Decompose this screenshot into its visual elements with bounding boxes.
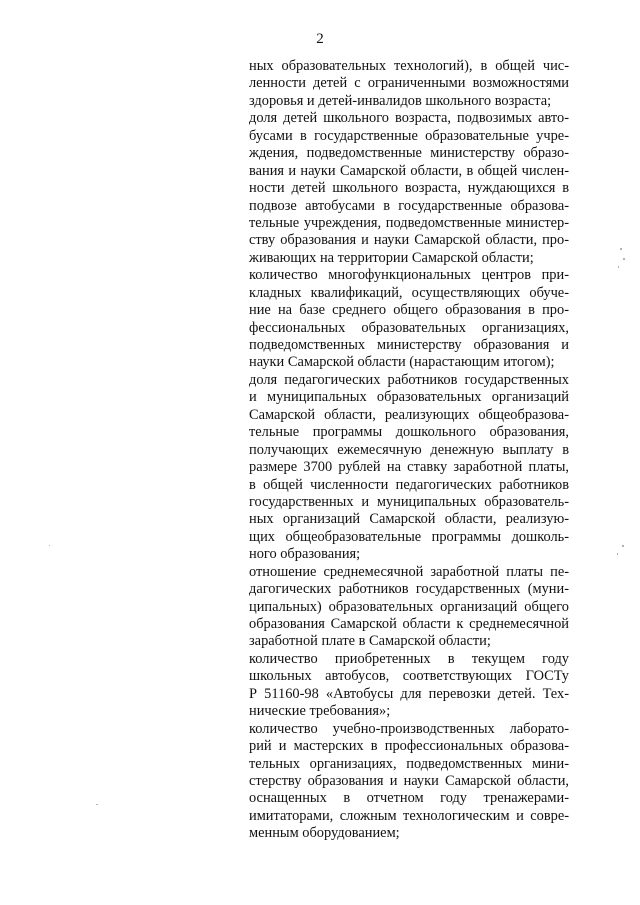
text-line: бусами в государственные образовательные учре- — [249, 127, 569, 144]
scan-speck — [96, 804, 98, 805]
text-line: фессиональных образовательных организациях, — [249, 319, 569, 336]
text-line: ности детей школьного возраста, нуждающихся в — [249, 180, 569, 197]
text-line: рий и мастерских в профессиональных образова- — [249, 738, 569, 755]
text-line: доля детей школьного возраста, подвозимых авто- — [249, 110, 569, 127]
scan-speck — [617, 553, 618, 555]
text-line: государственных и муниципальных образователь- — [249, 493, 569, 510]
text-line: менным оборудованием; — [249, 825, 400, 842]
text-line: ципальных) образовательных организаций общего — [249, 598, 569, 615]
text-line: в общей численности педагогических работников — [249, 476, 569, 493]
text-line: получающих ежемесячную денежную выплату в — [249, 441, 569, 458]
text-line: науки Самарской области (нарастающим итогом); — [249, 354, 555, 371]
text-line: щих общеобразовательные программы дошколь- — [249, 528, 569, 545]
text-line: живающих на территории Самарской области; — [249, 249, 534, 266]
page-number: 2 — [316, 31, 324, 47]
text-line: подведомственных министерству образования и — [249, 337, 569, 353]
text-line: имитаторами, сложным технологическим и совре- — [249, 807, 569, 824]
text-line: количество приобретенных в текущем году — [249, 650, 569, 667]
text-line: количество многофункциональных центров при- — [249, 267, 569, 284]
text-line: дагогических работников государственных (муни- — [249, 581, 569, 598]
text-line: тельные программы дошкольного образования, — [249, 424, 569, 441]
text-line: ству образования и науки Самарской области, про- — [249, 232, 569, 249]
text-line: нические требования»; — [249, 703, 391, 720]
text-line: заработной плате в Самарской области; — [249, 633, 491, 650]
text-line: отношение среднемесячной заработной платы пе- — [249, 563, 569, 580]
text-line: Р 51160-98 «Автобусы для перевозки детей. Тех- — [249, 685, 569, 702]
scan-speck — [622, 545, 624, 547]
scan-speck — [620, 248, 622, 250]
text-line: тельных организациях, подведомственных мини- — [249, 755, 569, 772]
text-line: оснащенных в отчетном году тренажерами- — [249, 790, 569, 807]
text-line: подвозе автобусами в государственные образова- — [249, 197, 569, 214]
text-line: школьных автобусов, соответствующих ГОСТу — [249, 668, 569, 685]
text-line: ных образовательных технологий), в общей чис- — [249, 58, 569, 74]
scan-speck — [623, 258, 625, 260]
text-line: ного образования; — [249, 546, 361, 563]
text-line: образования Самарской области к среднемесячной — [249, 616, 569, 632]
text-line: ных организаций Самарской области, реализую- — [249, 511, 569, 528]
scan-speck — [49, 545, 50, 546]
text-line: размере 3700 рублей на ставку заработной платы, — [249, 459, 569, 476]
text-line: тельные учреждения, подведомственные министер- — [249, 214, 569, 231]
text-line: Самарской области, реализующих общеобразова- — [249, 406, 569, 423]
text-line: вания и науки Самарской области, в общей числен- — [249, 162, 569, 179]
text-line: количество учебно-производственных лаборато- — [249, 720, 569, 737]
text-line: стерству образования и науки Самарской области, — [249, 772, 569, 789]
text-line: и муниципальных образовательных организаций — [249, 389, 569, 406]
text-line: кладных квалификаций, осуществляющих обуче- — [249, 284, 569, 301]
text-line: ленности детей с ограниченными возможностями — [249, 75, 569, 92]
text-line: ждения, подведомственные министерству образо- — [249, 145, 569, 162]
text-line: доля педагогических работников государственных — [249, 371, 569, 388]
document-body-text — [249, 58, 569, 843]
text-line: здоровья и детей-инвалидов школьного возраста; — [249, 92, 552, 109]
text-line: ние на базе среднего общего образования в про- — [249, 302, 569, 319]
scan-speck — [618, 266, 619, 268]
